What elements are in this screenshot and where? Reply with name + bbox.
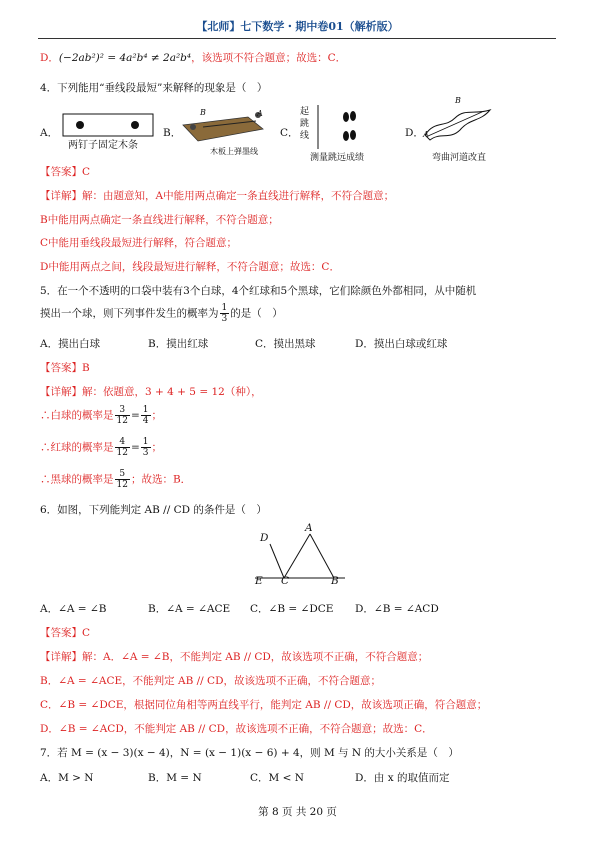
q5-red-eq: = xyxy=(130,441,140,454)
q6-line-cd xyxy=(270,544,284,578)
q4-answer: 【答案】C xyxy=(40,166,91,178)
q5-frac-den: 3 xyxy=(221,314,228,324)
q4-detail-1 xyxy=(40,188,394,203)
q5-black-d: 12 xyxy=(116,480,128,490)
q5-red xyxy=(40,437,162,458)
page-footer: 第 8 页 共 20 页 xyxy=(258,806,337,818)
header-rule xyxy=(38,38,556,39)
q6-opt-a: A．∠A = ∠B xyxy=(40,603,107,615)
q4-opt-b: B． xyxy=(163,127,182,139)
q6-detail-2: B．∠A = ∠ACE，不能判定 AB // CD，故该选项不正确，不符合题意； xyxy=(40,675,381,687)
q6-opt-c: C．∠B = ∠DCE xyxy=(250,603,334,615)
q7-stem: 7．若 M = (x − 3)(x − 4)，N = (x − 1)(x − 6) + 4，则 M 与 N 的大小关系是（ ） xyxy=(40,747,459,759)
q4-detail-2: B中能用两点确定一条直线进行解释，不符合题意； xyxy=(40,214,279,226)
q5-black-end: ；故选：B． xyxy=(130,473,192,486)
q4-pic-b xyxy=(178,107,268,147)
q5-white-semi: ； xyxy=(151,409,162,422)
q5-red-label: ∴红球的概率是 xyxy=(40,441,114,454)
q5-detail-1-text: 解：依题意，3 + 4 + 5 = 12（种）， xyxy=(82,386,262,398)
q5-white-n2: 1 xyxy=(142,405,149,415)
q4-pic-b-label-b: B xyxy=(200,108,206,117)
q6-stem: 6．如图，下列能判定 AB // CD 的条件是（ ） xyxy=(40,504,267,516)
q5-black-n: 5 xyxy=(115,469,130,480)
q4-detail-4: D中能用两点之间，线段最短进行解释，不符合题意；故选：C． xyxy=(40,261,340,273)
q5-white xyxy=(40,405,162,426)
q4-caption-a: 两钉子固定木条 xyxy=(68,140,138,151)
q5-stem-2a: 摸出一个球，则下列事件发生的概率为 xyxy=(40,307,219,320)
q4-caption-d: 弯曲河道改直 xyxy=(432,153,487,163)
q6-detail-3: C．∠B = ∠DCE，根据同位角相等两直线平行，能判定 AB // CD，故该选项正确，符合题意； xyxy=(40,699,488,711)
q5-frac-num: 1 xyxy=(221,303,228,313)
q4-detail-3: C中能用垂线段最短进行解释，符合题意； xyxy=(40,237,238,249)
q6-detail-4: D．∠B = ∠ACD，不能判定 AB // CD，故该选项不正确，不符合题意；故选：C． xyxy=(40,723,433,735)
q4-opt-d: D． xyxy=(405,127,424,139)
q4-opt-a: A． xyxy=(40,127,59,139)
q7-opt-b: B．M = N xyxy=(148,772,202,784)
q7-opt-a: A．M > N xyxy=(40,772,94,784)
q5-white-eq: = xyxy=(130,409,140,422)
q5-detail-head: 【详解】 xyxy=(40,386,82,398)
q4-detail-head: 【详解】 xyxy=(40,190,82,202)
q7-opt-d: D．由 x 的取值而定 xyxy=(355,772,450,784)
nail-2 xyxy=(131,121,139,129)
q4-pic-d-label-b: B xyxy=(455,96,461,105)
q5-opt-d: D．摸出白球或红球 xyxy=(355,338,448,350)
q3-option-d xyxy=(40,50,346,65)
q4-pic-d xyxy=(420,100,500,145)
q4-pic-c-line3: 线 xyxy=(300,131,310,141)
q4-caption-b: 木板上弹墨线 xyxy=(210,147,258,156)
q5-stem-2 xyxy=(40,303,283,324)
q5-red-semi: ； xyxy=(151,441,162,454)
q5-opt-c: C．摸出黑球 xyxy=(255,338,316,350)
q5-opt-a: A．摸出白球 xyxy=(40,338,101,350)
q6-detail-1 xyxy=(40,649,428,664)
q5-detail-1 xyxy=(40,384,262,399)
q5-red-d: 12 xyxy=(116,448,128,458)
q5-white-d: 12 xyxy=(116,416,128,426)
q6-label-e: E xyxy=(255,575,263,587)
q6-detail-head: 【详解】 xyxy=(40,651,82,663)
q6-line-ab xyxy=(310,534,334,578)
q3d-label: D． xyxy=(40,52,59,64)
q4-pic-b-label-a: A xyxy=(257,109,263,118)
q5-red-d2: 3 xyxy=(142,448,149,458)
q5-red-n2: 1 xyxy=(142,437,149,447)
q3d-expr: (−2ab²)² = 4a²b⁴ ≠ 2a²b⁴ xyxy=(58,52,192,64)
q6-label-d: D xyxy=(260,532,269,544)
page-header: 【北师】七下数学・期中卷01（解析版） xyxy=(196,20,399,33)
q5-white-n: 3 xyxy=(115,405,130,416)
q4-detail-1-text: 解：由题意知，A中能用两点确定一条直线进行解释，不符合题意； xyxy=(82,190,395,202)
q6-detail-1-text: 解：A．∠A = ∠B，不能判定 AB // CD，故该选项不正确，不符合题意； xyxy=(82,651,429,663)
q6-answer: 【答案】C xyxy=(40,627,91,639)
q6-opt-d: D．∠B = ∠ACD xyxy=(355,603,439,615)
q5-red-n: 4 xyxy=(115,437,130,448)
q6-label-b: B xyxy=(331,575,339,587)
q5-white-label: ∴白球的概率是 xyxy=(40,409,114,422)
q5-white-d2: 4 xyxy=(142,416,149,426)
q4-caption-c: 测量跳远成绩 xyxy=(310,153,365,163)
q4-stem: 4．下列能用“垂线段最短”来解释的现象是（ ） xyxy=(40,82,268,94)
q6-opt-b: B．∠A = ∠ACE xyxy=(148,603,231,615)
q5-stem-2b: 的是（ ） xyxy=(230,307,283,320)
q6-label-c: C xyxy=(281,575,290,587)
q7-opt-c: C．M < N xyxy=(250,772,304,784)
q5-answer: 【答案】B xyxy=(40,362,90,374)
nail-1 xyxy=(76,121,84,129)
q6-line-ca xyxy=(284,534,310,578)
q4-pic-d-label-a: A xyxy=(423,130,429,139)
q3d-conclusion: ，该选项不符合题意；故选：C． xyxy=(191,52,347,64)
q5-opt-b: B．摸出红球 xyxy=(148,338,209,350)
q4-pic-c-line2: 跳 xyxy=(300,119,310,129)
q5-black-label: ∴黑球的概率是 xyxy=(40,473,114,486)
q5-stem-1: 5．在一个不透明的口袋中装有3个白球，4个红球和5个黑球，它们除颜色外都相同，从中随机 xyxy=(40,285,477,297)
q6-label-a: A xyxy=(305,522,313,534)
q5-black xyxy=(40,469,191,490)
q4-pic-c-line1: 起 xyxy=(300,107,310,117)
q4-opt-c: C． xyxy=(280,127,299,139)
